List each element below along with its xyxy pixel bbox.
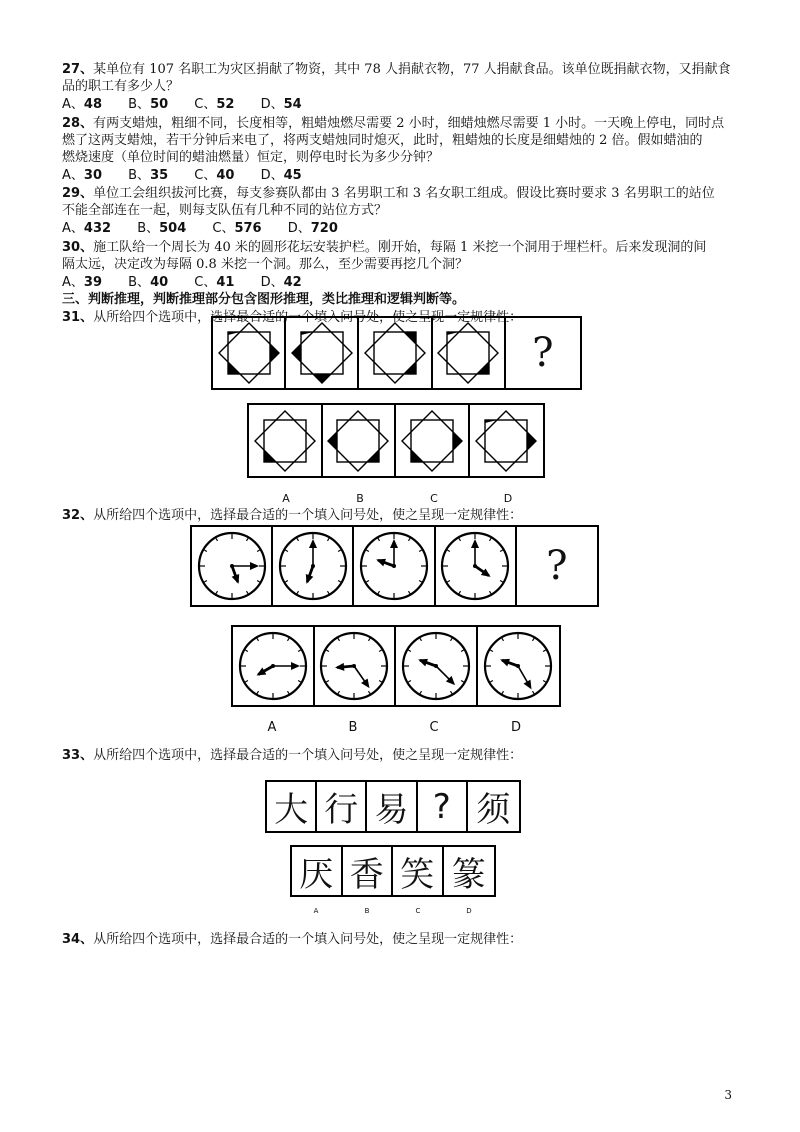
rotated-squares-figure [252,408,318,474]
rotated-squares-figure [435,320,501,386]
q32-option-b[interactable] [315,627,397,705]
q33-option-d[interactable]: 篆 [451,854,486,895]
black-triangle-left [328,432,337,450]
q31-label-c: C [430,492,438,505]
q31-options [247,403,545,478]
q33-char-1: 大 [267,782,317,831]
option-a[interactable]: A、48 [62,97,102,112]
clock-icon [193,527,271,605]
option-c[interactable]: C、40 [194,168,235,183]
q32-question-cell [517,527,597,605]
clock-icon [397,627,475,705]
q30-options [62,275,324,291]
q31-prompt: 31、从所给四个选项中，选择最合适的一个填入问号处，使之呈现一定规律性： [62,310,523,325]
q27-line-2: 品的职工有多少人？ [62,79,180,94]
q32-option-c[interactable] [396,627,478,705]
q31-figure-4 [433,318,506,388]
q32-label-a: A [267,720,277,735]
page-number: 3 [724,1088,732,1102]
q33-char-5: 须 [476,790,511,830]
option-c[interactable]: C、41 [194,275,235,290]
q33-question-cell [418,782,468,831]
option-c[interactable]: C、52 [194,97,235,112]
q30-line-2: 隔太远，决定改为每隔 0.8 米挖一个洞。那么，至少需要再挖几个洞？ [62,257,468,272]
q29-line-1: 29、单位工会组织拔河比赛，每支参赛队都由 3 名男职工和 3 名女职工组成。假设比赛时要求 3 名男职工的站位 [62,186,715,201]
q31-option-c[interactable] [396,405,470,476]
q29-line-2: 不能全部连在一起，则每支队伍有几种不同的站位方式？ [62,203,388,218]
q31-label-a: A [282,492,290,505]
q34-prompt: 34、从所给四个选项中，选择最合适的一个填入问号处，使之呈现一定规律性： [62,932,523,947]
q33-char-2: 行 [317,782,367,831]
option-c[interactable]: C、576 [212,221,262,236]
option-a[interactable]: A、30 [62,168,102,183]
q30-line-1: 30、施工队给一个周长为 40 米的圆形花坛安装护栏。刚开始，每隔 1 米挖一个洞用于埋栏杆。后来发现洞的间 [62,240,707,255]
q31-option-a[interactable] [249,405,323,476]
option-b[interactable]: B、504 [137,221,187,236]
clock-center [473,564,477,568]
q28-line-2: 燃了这两支蜡烛，若干分钟后来电了，将两支蜡烛同时熄灭，此时，粗蜡烛的长度是细蜡烛的 2 倍。假如蜡油的 [62,133,703,148]
option-a[interactable]: A、39 [62,275,102,290]
clock-center [392,564,396,568]
clock-center [230,564,234,568]
question-mark: ? [432,786,451,827]
q33-label-a: A [313,907,319,915]
option-d[interactable]: D、54 [260,97,302,112]
q31-question-cell [506,318,580,388]
q32-clock-4 [436,527,517,605]
option-d[interactable]: D、45 [260,168,302,183]
q32-options [231,625,561,707]
q32-prompt: 32、从所给四个选项中，选择最合适的一个填入问号处，使之呈现一定规律性： [62,508,523,523]
q33-label-d: D [466,907,472,915]
rotated-squares-figure [325,408,391,474]
q32-clock-1 [192,527,273,605]
q31-option-b[interactable] [323,405,397,476]
option-d[interactable]: D、720 [287,221,338,236]
q32-label-d: D [510,720,521,735]
q31-sequence [211,316,582,390]
clock-center [434,664,438,668]
black-triangle-right [270,344,279,362]
q29-options [62,221,360,237]
q31-option-d[interactable] [470,405,543,476]
q32-clock-2 [273,527,354,605]
question-mark: ? [532,330,554,376]
black-triangle-left [292,344,301,362]
q32-option-d[interactable] [478,627,559,705]
q28-line-1: 28、有两支蜡烛，粗细不同，长度相等，粗蜡烛燃尽需要 2 小时，细蜡烛燃尽需要 1 小时。一天晚上停电，同时点 [62,116,725,131]
black-triangle-bottom [313,374,331,383]
clock-center [352,664,356,668]
question-mark: ? [546,543,568,589]
clock-icon [315,627,393,705]
q33-option-a[interactable]: 厌 [292,847,343,895]
rotated-squares-figure [473,408,539,474]
q31-label-b: B [356,492,364,505]
clock-icon [436,527,514,605]
q31-figure-1 [213,318,286,388]
option-b[interactable]: B、35 [128,168,169,183]
clock-icon [479,627,557,705]
clock-icon [234,627,312,705]
clock-icon [274,527,352,605]
q32-sequence [190,525,599,607]
q31-label-d: D [503,492,513,505]
clock-icon [355,527,433,605]
q33-sequence [265,780,521,833]
q27-line-1: 27、某单位有 107 名职工为灾区捐献了物资，其中 78 人捐献衣物，77 人捐献食品。该单位既捐献衣物，又捐献食 [62,62,731,77]
q32-option-a[interactable] [233,627,315,705]
rotated-squares-figure [399,408,465,474]
q32-clock-3 [354,527,435,605]
q31-figure-3 [359,318,432,388]
q33-label-b: B [364,907,370,915]
q33-option-b[interactable]: 香 [343,847,394,895]
option-b[interactable]: B、40 [128,275,169,290]
q31-figure-2 [286,318,359,388]
q32-label-c: C [429,720,439,735]
clock-center [271,664,275,668]
q33-prompt: 33、从所给四个选项中，选择最合适的一个填入问号处，使之呈现一定规律性： [62,748,523,763]
black-triangle-right [453,432,462,450]
option-a[interactable]: A、432 [62,221,112,236]
rotated-squares-figure [362,320,428,386]
option-b[interactable]: B、50 [128,97,169,112]
q27-options [62,97,324,113]
q33-label-c: C [415,907,421,915]
q33-char-3: 易 [367,782,417,831]
q28-options [62,168,324,184]
clock-center [516,664,520,668]
option-d[interactable]: D、42 [260,275,302,290]
rotated-squares-figure [289,320,355,386]
q32-label-b: B [348,720,358,735]
q28-line-3: 燃烧速度（单位时间的蜡油燃量）恒定，则停电时长为多少分钟？ [62,150,440,165]
clock-center [311,564,315,568]
q33-options [290,845,496,897]
rotated-squares-figure [216,320,282,386]
section-heading: 三、判断推理，判断推理部分包含图形推理，类比推理和逻辑判断等。 [62,292,466,307]
black-triangle-right [527,432,536,450]
q33-option-c[interactable]: 笑 [393,847,444,895]
